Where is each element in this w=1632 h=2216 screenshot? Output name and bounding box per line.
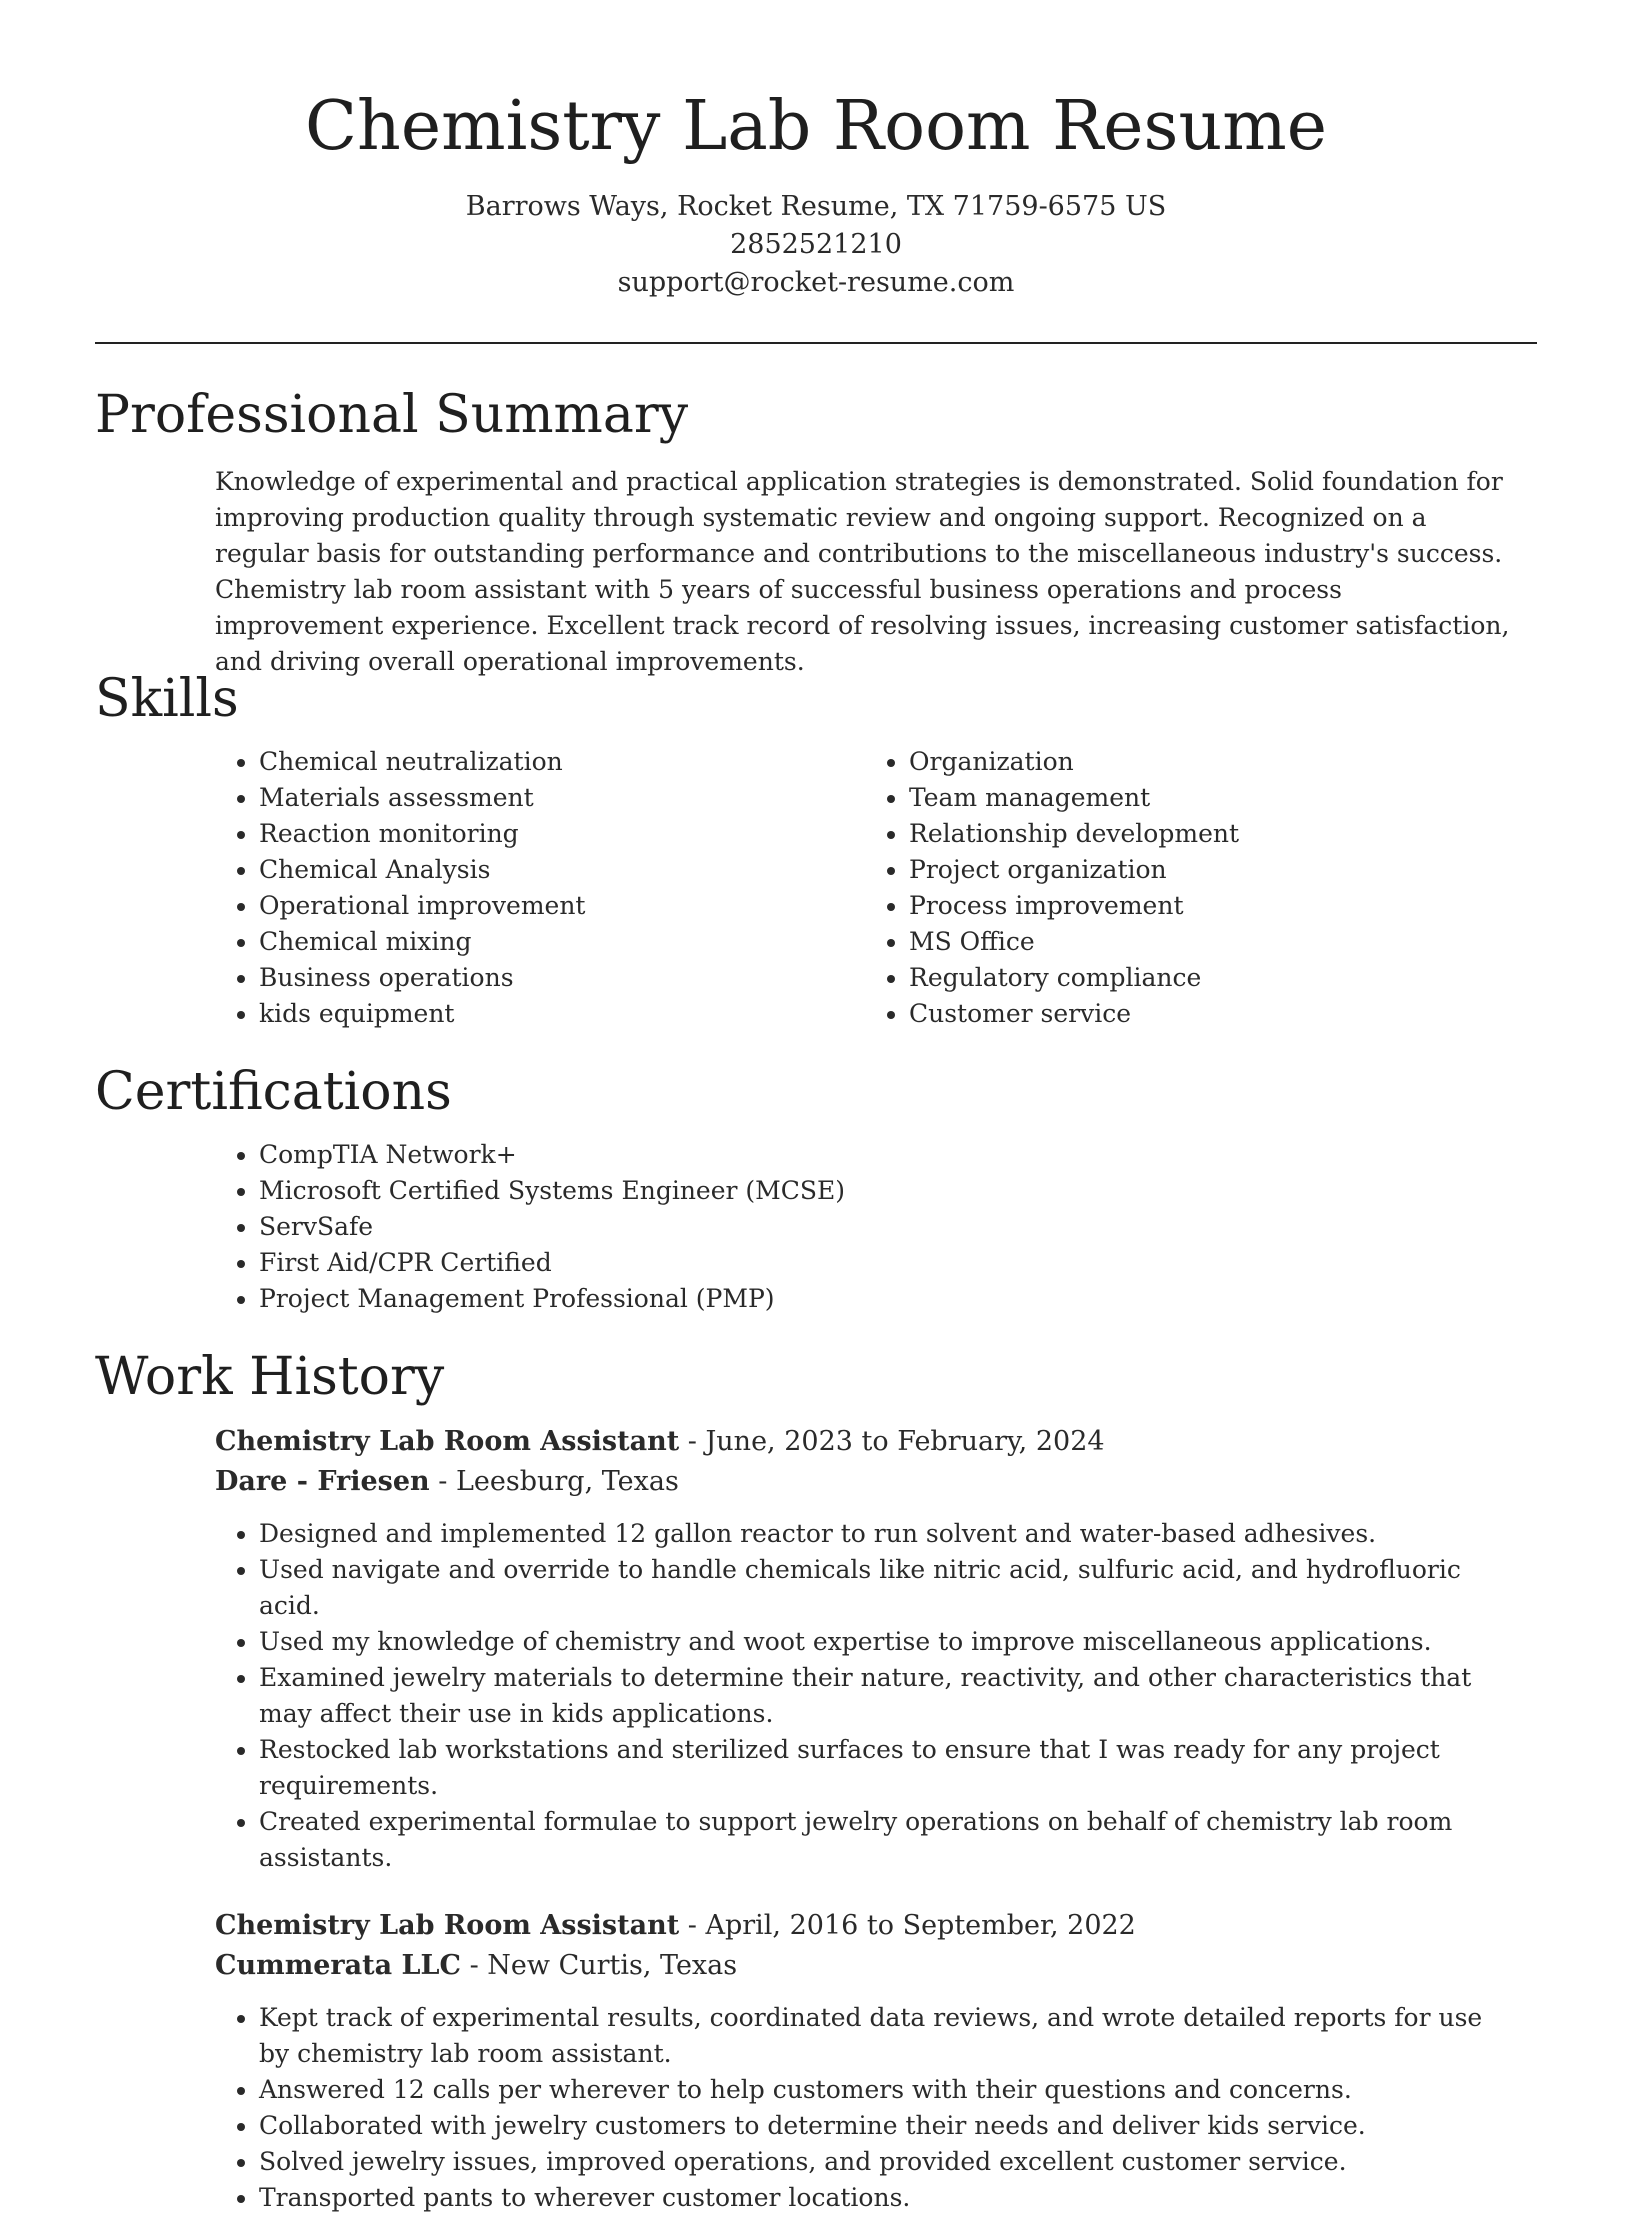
job-bullet: • Created experimental formulae to support jewelry operations on behalf of chemistry lab room assistants.	[259, 1804, 1495, 1876]
job-title: Chemistry Lab Room Assistant	[215, 1426, 680, 1457]
skills-heading: Skills	[95, 669, 239, 729]
job-title-line: Chemistry Lab Room Assistant - April, 2016 to September, 2022	[215, 1910, 1136, 1941]
skill-item: • Customer service	[909, 996, 1515, 1032]
job-bullet: • Examined jewelry materials to determine their nature, reactivity, and other characteristics that may affect their use in kids applications.	[259, 1660, 1495, 1732]
job-location: Leesburg, Texas	[455, 1466, 679, 1497]
job-title: Chemistry Lab Room Assistant	[215, 1910, 680, 1941]
skills-left-column	[215, 744, 865, 1032]
skill-item: • MS Office	[909, 924, 1515, 960]
header-divider	[95, 342, 1537, 344]
contact-info	[0, 188, 1632, 302]
skills-section	[95, 668, 1537, 1032]
job-dates: April, 2016 to September, 2022	[705, 1910, 1136, 1941]
contact-phone: 2852521210	[730, 229, 902, 260]
job-bullet: • Used my knowledge of chemistry and woot expertise to improve miscellaneous applications.	[259, 1624, 1495, 1660]
certifications-section	[95, 1061, 1537, 1317]
job-bullets	[215, 2000, 1495, 2216]
skill-item: • Process improvement	[909, 888, 1515, 924]
certification-item: • ServSafe	[259, 1209, 1537, 1245]
job-location: New Curtis, Texas	[487, 1950, 738, 1981]
job-company-line: Cummerata LLC - New Curtis, Texas	[215, 1950, 738, 1981]
job-company: Dare - Friesen	[215, 1466, 430, 1497]
job-dates: June, 2023 to February, 2024	[705, 1426, 1105, 1457]
job-bullet: • Solved jewelry issues, improved operations, and provided excellent customer service.	[259, 2144, 1495, 2180]
summary-heading: Professional Summary	[95, 385, 689, 445]
certification-item: • First Aid/CPR Certified	[259, 1245, 1537, 1281]
skill-item: • Project organization	[909, 852, 1515, 888]
skill-item: • Regulatory compliance	[909, 960, 1515, 996]
skill-item: • Chemical mixing	[259, 924, 865, 960]
job-bullet: • Answered 12 calls per wherever to help customers with their questions and concerns.	[259, 2072, 1495, 2108]
job-company: Cummerata LLC	[215, 1950, 461, 1981]
skill-item: • Chemical Analysis	[259, 852, 865, 888]
skill-item: • Business operations	[259, 960, 865, 996]
job-bullet: • Designed and implemented 12 gallon reactor to run solvent and water-based adhesives.	[259, 1516, 1495, 1552]
certification-item: • Microsoft Certified Systems Engineer (MCSE)	[259, 1173, 1537, 1209]
job-title-line: Chemistry Lab Room Assistant - June, 2023 to February, 2024	[215, 1426, 1105, 1457]
skills-right-column	[865, 744, 1515, 1032]
job-bullet: • Collaborated with jewelry customers to determine their needs and deliver kids service.	[259, 2108, 1495, 2144]
work-history-heading: Work History	[95, 1347, 445, 1407]
skill-item: • Reaction monitoring	[259, 816, 865, 852]
summary-text: Knowledge of experimental and practical application strategies is demonstrated. Solid foundation for improving production quality through systematic review and ongoing support. Recognized on a regular basis for outstanding performance and contributions to the miscellaneous industry's success. Chemistry lab room assistant with 5 years of successful business operations and process improvement experience. Excellent track record of resolving issues, increasing customer satisfaction, and driving overall operational improvements.	[215, 467, 1510, 676]
skill-item: • Materials assessment	[259, 780, 865, 816]
job-company-line: Dare - Friesen - Leesburg, Texas	[215, 1466, 679, 1497]
resume-title: Chemistry Lab Room Resume	[305, 87, 1327, 166]
job-bullets	[215, 1516, 1495, 1876]
skills-columns	[215, 744, 1537, 1032]
contact-email: support@rocket-resume.com	[617, 267, 1015, 298]
certifications-list	[215, 1137, 1537, 1317]
job-entry	[215, 1906, 1537, 2216]
skill-item: • Team management	[909, 780, 1515, 816]
job-bullet: • Restocked lab workstations and sterilized surfaces to ensure that I was ready for any project requirements.	[259, 1732, 1495, 1804]
certifications-heading: Certifications	[95, 1062, 452, 1122]
skill-item: • Operational improvement	[259, 888, 865, 924]
work-history-section	[95, 1346, 1537, 2216]
skill-item: • kids equipment	[259, 996, 865, 1032]
skill-item: • Organization	[909, 744, 1515, 780]
skill-item: • Relationship development	[909, 816, 1515, 852]
resume-header	[0, 0, 1632, 302]
contact-address: Barrows Ways, Rocket Resume, TX 71759-6575 US	[465, 191, 1167, 222]
job-bullet: • Used navigate and override to handle chemicals like nitric acid, sulfuric acid, and hydrofluoric acid.	[259, 1552, 1495, 1624]
skill-item: • Chemical neutralization	[259, 744, 865, 780]
job-entry	[215, 1422, 1537, 1876]
certification-item: • CompTIA Network+	[259, 1137, 1537, 1173]
job-bullet: • Transported pants to wherever customer locations.	[259, 2180, 1495, 2216]
certification-item: • Project Management Professional (PMP)	[259, 1281, 1537, 1317]
summary-section	[95, 384, 1537, 680]
job-bullet: • Kept track of experimental results, coordinated data reviews, and wrote detailed reports for use by chemistry lab room assistant.	[259, 2000, 1495, 2072]
